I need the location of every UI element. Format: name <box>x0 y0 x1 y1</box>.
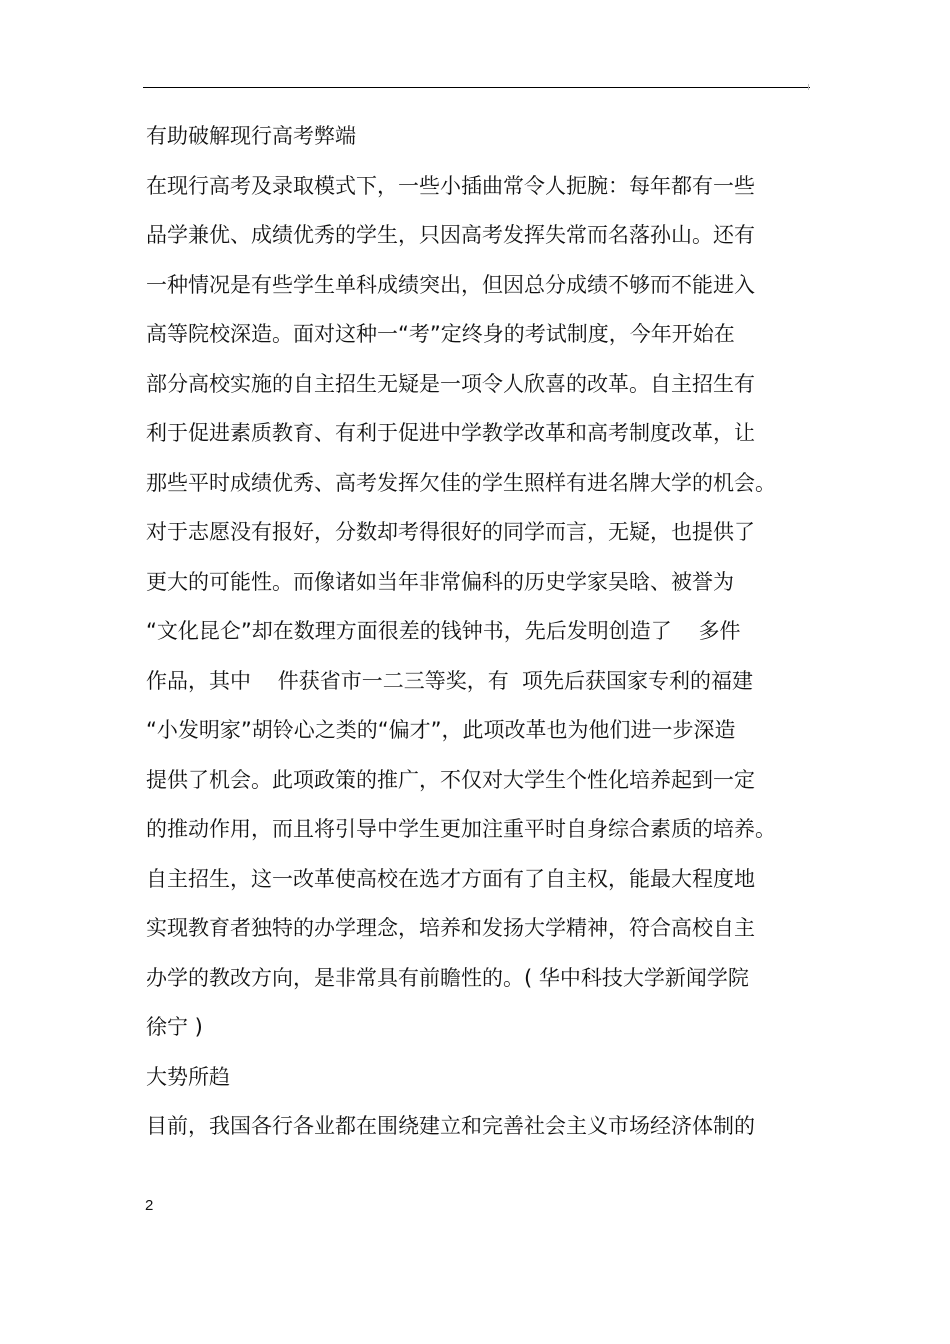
body-text <box>146 112 812 1152</box>
text-line: 那些平时成绩优秀、高考发挥欠佳的学生照样有进名牌大学的机会。 <box>146 470 776 495</box>
text-line: 利于促进素质教育、有利于促进中学教学改革和高考制度改革，让 <box>146 421 755 445</box>
text-line: 办学的教改方向，是非常具有前瞻性的。( 华中科技大学新闻学院 <box>146 965 749 990</box>
text-line: 提供了机会。此项政策的推广，不仅对大学生个性化培养起到一定 <box>146 767 755 792</box>
text-line: 徐宁 ) <box>146 1015 203 1039</box>
text-line: 在现行高考及录取模式下，一些小插曲常令人扼腕：每年都有一些 <box>146 173 755 198</box>
header-corner-mark <box>808 84 810 90</box>
text-line: 目前，我国各行各业都在围绕建立和完善社会主义市场经济体制的 <box>146 1114 755 1138</box>
text-line: “文化昆仑”却在数理方面很差的钱钟书，先后发明创造了 多件 <box>146 619 741 643</box>
text-line: 的推动作用，而且将引导中学生更加注重平时自身综合素质的培养。 <box>146 817 776 841</box>
text-line: 实现教育者独特的办学理念，培养和发扬大学精神，符合高校自主 <box>146 916 755 940</box>
section-heading: 大势所趋 <box>146 1064 230 1089</box>
text-line: 高等院校深造。面对这种一“考”定终身的考试制度，今年开始在 <box>146 322 735 346</box>
text-line: 作品，其中 件获省市一二三等奖，有 项先后获国家专利的福建 <box>146 668 754 693</box>
text-line: 一种情况是有些学生单科成绩突出，但因总分成绩不够而不能进入 <box>146 272 755 297</box>
text-line: 更大的可能性。而像诸如当年非常偏科的历史学家吴晗、被誉为 <box>146 569 734 594</box>
text-line: 对于志愿没有报好，分数却考得很好的同学而言，无疑，也提供了 <box>146 520 755 544</box>
page-number: 2 <box>145 1197 154 1214</box>
section-heading: 有助破解现行高考弊端 <box>146 124 356 148</box>
header-rule <box>143 87 810 88</box>
text-line: 自主招生，这一改革使高校在选才方面有了自主权，能最大程度地 <box>146 866 755 891</box>
text-line: 部分高校实施的自主招生无疑是一项令人欣喜的改革。自主招生有 <box>146 371 755 396</box>
text-line: 品学兼优、成绩优秀的学生，只因高考发挥失常而名落孙山。还有 <box>146 223 755 247</box>
text-line: “小发明家”胡铃心之类的“偏才”，此项改革也为他们进一步深造 <box>146 718 736 742</box>
